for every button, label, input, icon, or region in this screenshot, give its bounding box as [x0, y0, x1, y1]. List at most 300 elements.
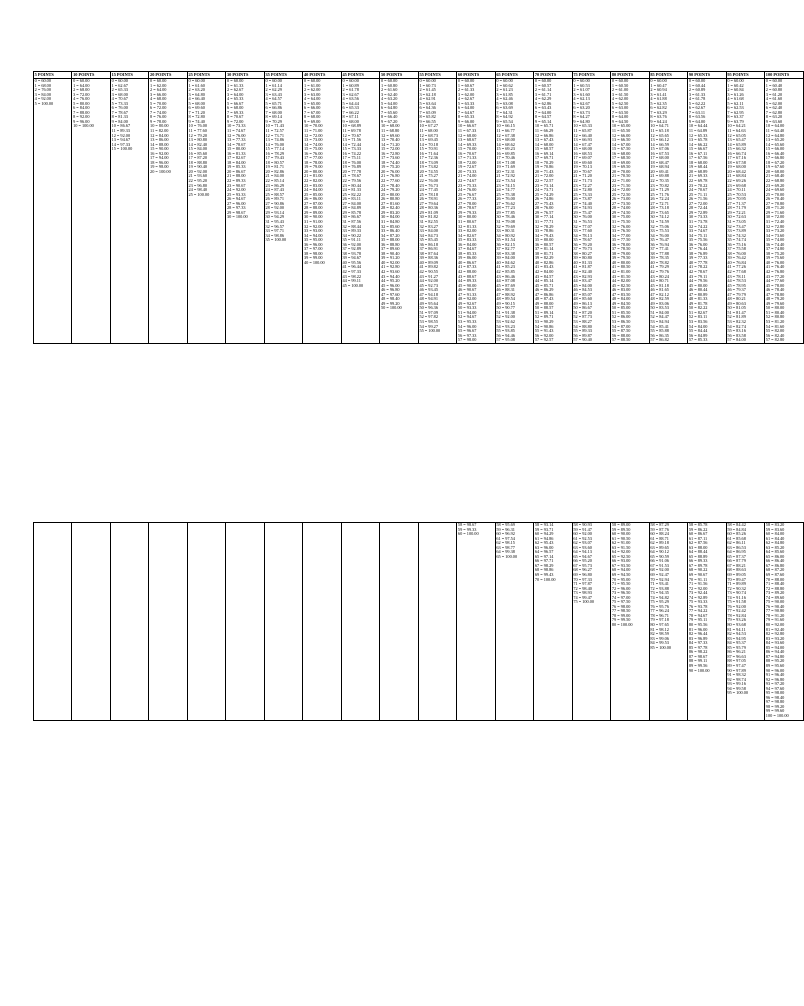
score-entry: 80 = 93.68 — [727, 622, 746, 628]
score-entry: 1 = 60.67 — [457, 82, 475, 88]
score-entry: 9 = 68.00 — [342, 118, 359, 124]
score-entry: 10 = 64.44 — [688, 123, 708, 129]
score-entry: 31 = 79.08 — [496, 218, 515, 224]
score-entry: 67 = 88.21 — [727, 562, 746, 568]
score-entry: 5 = 100.00 — [34, 100, 54, 106]
score-entry: 30 = 90.00 — [303, 214, 323, 220]
score-entry: 28 = 97.33 — [227, 205, 246, 211]
score-column — [380, 523, 418, 721]
score-entry: 66 = 87.79 — [727, 558, 746, 564]
score-entry: 24 = 87.43 — [265, 187, 285, 193]
score-entry: 3 = 61.71 — [534, 91, 552, 97]
score-entry: 2 = 62.67 — [227, 87, 244, 93]
score-entry: 9 = 84.00 — [111, 118, 128, 124]
score-entry: 4 = 64.00 — [303, 96, 321, 102]
score-entry: 19 = 70.13 — [573, 164, 592, 170]
score-entry: 38 = 75.20 — [765, 250, 785, 256]
score-entry: 26 = 71.56 — [688, 196, 708, 202]
score-entry: 53 = 81.20 — [765, 318, 785, 324]
column-header: 35 POINTS — [264, 72, 302, 79]
score-entry: 34 = 76.00 — [650, 232, 669, 238]
score-entry: 9 = 69.00 — [303, 118, 321, 124]
score-entry: 41 = 92.80 — [380, 264, 400, 270]
score-entry: 39 = 75.60 — [765, 255, 785, 261]
score-entry: 98 = 99.20 — [765, 703, 785, 709]
score-entry: 35 = 85.45 — [419, 237, 438, 243]
score-entry: 64 = 85.60 — [765, 549, 785, 555]
score-entry: 20 = 72.31 — [496, 168, 515, 174]
score-entry: 42 = 79.76 — [650, 268, 669, 274]
score-entry: 65 = 92.50 — [611, 553, 631, 559]
score-entry: 34 = 74.32 — [727, 232, 746, 238]
score-entry: 38 = 90.40 — [380, 250, 400, 256]
score-entry: 52 = 86.00 — [611, 314, 631, 320]
score-entry: 79 = 93.26 — [727, 617, 746, 623]
score-entry: 57 = 86.82 — [650, 337, 669, 343]
score-entry: 24 = 92.00 — [227, 187, 246, 193]
score-entry: 60 = 90.00 — [611, 531, 631, 537]
score-entry: 24 = 69.60 — [765, 187, 785, 193]
score-entry: 36 = 76.94 — [650, 241, 669, 247]
score-entry: 43 = 81.50 — [611, 273, 631, 279]
score-entry: 25 = 75.38 — [496, 191, 515, 197]
score-entry: 32 = 92.00 — [303, 223, 323, 229]
score-entry: 50 = 83.53 — [650, 305, 669, 311]
score-entry: 2 = 61.78 — [342, 87, 359, 93]
score-entry: 28 = 92.00 — [265, 205, 285, 211]
score-entry: 2 = 60.80 — [765, 87, 783, 93]
score-entry: 21 = 84.00 — [265, 173, 285, 179]
score-entry: 24 = 70.67 — [688, 187, 708, 193]
score-entry: 66 = 91.06 — [650, 558, 669, 564]
score-entry: 12 = 70.67 — [342, 132, 362, 138]
score-entry: 22 = 77.60 — [380, 178, 400, 184]
score-entry: 77 = 98.50 — [611, 608, 631, 614]
score-entry: 46 = 79.37 — [727, 287, 746, 293]
score-entry: 26 = 86.00 — [303, 196, 323, 202]
score-entry: 22 = 71.00 — [611, 178, 631, 184]
score-entry: 34 = 77.00 — [611, 232, 631, 238]
score-entry: 74 = 91.16 — [727, 594, 746, 600]
score-entry: 41 = 87.33 — [457, 264, 477, 270]
score-entry: 3 = 62.67 — [342, 91, 359, 97]
score-entry: 18 = 88.80 — [188, 159, 208, 165]
score-entry: 14 = 68.00 — [534, 141, 554, 147]
score-entry: 41 = 79.29 — [650, 264, 669, 270]
column-header: 75 POINTS — [572, 72, 610, 79]
score-entry: 20 = 92.00 — [188, 168, 208, 174]
score-entry: 9 = 63.79 — [727, 118, 744, 124]
score-entry: 19 = 69.50 — [611, 164, 631, 170]
score-entry: 30 = 72.63 — [727, 214, 746, 220]
score-entry: 7 = 69.33 — [227, 109, 244, 115]
score-entry: 12 = 79.20 — [188, 132, 208, 138]
score-entry: 30 = 84.00 — [380, 214, 400, 220]
score-entry: 21 = 69.88 — [650, 173, 669, 179]
score-entry: 33 = 84.00 — [419, 228, 438, 234]
score-entry: 30 = 74.12 — [650, 214, 669, 220]
score-entry: 36 = 74.40 — [765, 241, 785, 247]
score-entry: 6 = 63.00 — [611, 105, 629, 111]
score-entry: 12 = 69.60 — [380, 132, 400, 138]
score-entry: 35 = 74.74 — [727, 237, 746, 243]
score-entry: 48 = 87.43 — [534, 296, 554, 302]
score-entry: 36 = 76.00 — [688, 241, 708, 247]
score-entry: 46 = 93.45 — [419, 287, 438, 293]
score-entry: 30 = 73.33 — [688, 214, 708, 220]
score-entry: 33 = 77.60 — [573, 228, 592, 234]
score-entry: 3 = 64.00 — [227, 91, 244, 97]
score-entry: 29 = 75.47 — [573, 209, 592, 215]
score-entry: 63 = 96.00 — [534, 544, 554, 550]
score-entry: 58 = 98.67 — [457, 522, 477, 527]
score-column — [726, 523, 764, 721]
score-entry: 17 = 69.71 — [534, 155, 554, 161]
score-entry: 15 = 90.00 — [150, 146, 169, 152]
score-entry: 16 = 81.33 — [227, 150, 246, 156]
score-entry: 64 = 96.57 — [534, 549, 554, 555]
score-entry: 17 = 68.00 — [650, 155, 669, 161]
score-entry: 44 = 95.20 — [380, 278, 400, 284]
score-entry: 18 = 76.00 — [342, 159, 362, 165]
score-entry: 35 = 81.54 — [496, 237, 515, 243]
score-entry: 7 = 88.00 — [73, 109, 90, 115]
score-entry: 68 = 92.00 — [650, 567, 669, 573]
score-entry: 42 = 78.67 — [688, 268, 708, 274]
score-entry: 16 = 68.00 — [611, 150, 631, 156]
score-entry: 10 = 67.27 — [419, 123, 438, 129]
score-entry: 4 = 92.00 — [34, 96, 51, 102]
score-entry: 29 = 76.57 — [534, 209, 554, 215]
score-entry: 23 = 70.22 — [688, 182, 708, 188]
score-entry: 39 = 79.50 — [611, 255, 631, 261]
score-entry: 37 = 77.41 — [650, 246, 669, 252]
score-entry: 32 = 76.00 — [611, 223, 631, 229]
score-entry: 18 = 69.00 — [611, 159, 631, 165]
score-entry: 55 = 83.16 — [727, 328, 746, 334]
score-entry: 36 = 80.57 — [534, 241, 554, 247]
score-entry: 1 = 60.80 — [380, 82, 398, 88]
score-entry: 11 = 64.63 — [727, 128, 746, 134]
score-entry: 59 = 84.84 — [727, 526, 746, 532]
score-entry: 85 = 94.00 — [765, 644, 785, 650]
score-entry: 32 = 96.57 — [265, 223, 285, 229]
score-entry: 43 = 88.67 — [457, 273, 477, 279]
score-entry: 10 = 64.00 — [765, 123, 785, 129]
score-entry: 13 = 86.00 — [150, 137, 169, 143]
score-entry: 23 = 76.73 — [419, 182, 438, 188]
score-entry: 5 = 63.33 — [457, 100, 475, 106]
score-entry: 8 = 81.33 — [111, 114, 128, 120]
score-entry: 45 = 81.18 — [650, 282, 669, 288]
score-entry: 6 = 64.36 — [419, 105, 436, 111]
score-entry: 6 = 64.80 — [380, 105, 398, 111]
score-entry: 0 = 60.00 — [188, 78, 205, 83]
score-entry: 4 = 70.67 — [111, 96, 128, 102]
score-entry: 52 = 89.71 — [534, 314, 554, 320]
score-entry: 0 = 60.00 — [573, 78, 590, 83]
score-entry: 9 = 72.00 — [227, 118, 244, 124]
column-header: 65 POINTS — [495, 72, 533, 79]
score-entry: 56 = 97.33 — [457, 332, 477, 338]
score-entry: 44 = 79.56 — [688, 278, 708, 284]
score-entry: 51 = 84.00 — [650, 309, 669, 315]
score-entry: 34 = 73.60 — [765, 232, 785, 238]
score-entry: 38 = 83.38 — [496, 250, 515, 256]
score-entry: 1 = 60.50 — [611, 82, 629, 88]
score-entry: 19 = 90.40 — [188, 164, 208, 170]
score-entry: 32 = 88.44 — [342, 223, 362, 229]
score-entry: 39 = 82.29 — [534, 255, 554, 261]
score-entry: 61 = 94.86 — [534, 535, 554, 541]
score-entry: 27 = 79.64 — [419, 200, 438, 206]
score-entry: 26 = 83.11 — [342, 196, 361, 202]
score-entry: 38 = 98.00 — [303, 250, 323, 256]
score-entry: 38 = 87.64 — [419, 250, 438, 256]
score-entry: 17 = 66.80 — [765, 155, 785, 161]
score-entry: 10 = 73.33 — [227, 123, 246, 129]
score-entry: 67 = 93.50 — [611, 562, 631, 568]
score-entry: 33 = 89.33 — [342, 228, 362, 234]
score-entry: 65 = 90.59 — [650, 553, 669, 559]
score-entry: 78 = 96.71 — [650, 612, 669, 618]
score-entry: 11 = 69.78 — [342, 128, 361, 134]
score-entry: 60 = 86.67 — [688, 531, 708, 537]
score-entry: 50 = 90.77 — [496, 305, 515, 311]
score-entry: 11 = 68.00 — [419, 128, 438, 134]
score-entry: 40 = 86.67 — [457, 259, 477, 265]
score-entry: 55 = 84.44 — [688, 328, 708, 334]
score-entry: 50 = 88.57 — [534, 305, 554, 311]
score-entry: 50 = 96.36 — [419, 305, 438, 311]
score-entry: 8 = 63.37 — [727, 114, 744, 120]
score-entry: 10 = 70.00 — [303, 123, 323, 129]
score-entry: 19 = 68.94 — [650, 164, 669, 170]
score-entry: 74 = 89.60 — [765, 594, 785, 600]
score-entry: 10 = 100.00 — [73, 123, 94, 129]
score-entry: 17 = 82.67 — [227, 155, 246, 161]
score-entry: 51 = 82.67 — [688, 309, 708, 315]
score-entry: 20 = 77.78 — [342, 168, 362, 174]
score-entry: 0 = 60.00 — [303, 78, 321, 83]
score-entry: 52 = 80.80 — [765, 314, 785, 320]
score-entry: 26 = 94.67 — [227, 196, 246, 202]
score-entry: 72 = 88.80 — [765, 585, 785, 591]
score-column — [418, 79, 456, 344]
score-entry: 8 = 66.40 — [380, 114, 398, 120]
score-entry: 45 = 78.95 — [727, 282, 746, 288]
score-entry: 30 = 75.00 — [611, 214, 631, 220]
score-entry: 84 = 99.53 — [650, 640, 669, 646]
score-entry: 32 = 74.22 — [688, 223, 708, 229]
score-entry: 46 = 83.00 — [611, 287, 631, 293]
score-entry: 52 = 92.00 — [496, 314, 515, 320]
score-entry: 71 = 91.56 — [688, 581, 708, 587]
score-entry: 0 = 60.00 — [419, 78, 436, 83]
score-entry: 67 = 89.78 — [688, 562, 708, 568]
score-entry: 33 = 86.40 — [380, 228, 400, 234]
score-entry: 39 = 86.00 — [457, 255, 477, 261]
score-entry: 4 = 62.91 — [419, 96, 436, 102]
score-entry: 81 = 92.40 — [765, 626, 785, 632]
score-entry: 74 = 99.47 — [573, 594, 592, 600]
score-entry: 0 = 60.00 — [534, 78, 552, 83]
column-header: 100 POINTS — [765, 72, 803, 79]
score-entry: 33 = 80.31 — [496, 228, 515, 234]
score-entry: 78 = 92.84 — [727, 612, 746, 618]
score-entry: 37 = 97.00 — [303, 246, 323, 252]
score-entry: 49 = 81.78 — [688, 300, 708, 306]
score-entry: 18 = 80.57 — [265, 159, 285, 165]
score-entry: 25 = 93.33 — [227, 191, 246, 197]
score-entry: 17 = 68.50 — [611, 155, 631, 161]
score-entry: 32 = 73.47 — [727, 223, 746, 229]
score-entry: 17 = 69.07 — [573, 155, 592, 161]
score-entry: 79 = 91.60 — [765, 617, 785, 623]
score-entry: 33 = 73.89 — [727, 228, 746, 234]
score-entry: 14 = 66.22 — [688, 141, 708, 147]
score-entry: 44 = 99.11 — [342, 278, 361, 284]
score-entry: 13 = 74.86 — [265, 137, 285, 143]
score-entry: 77 = 92.42 — [727, 608, 746, 614]
score-entry: 35 = 78.67 — [573, 237, 592, 243]
score-entry: 72 = 90.32 — [727, 585, 746, 591]
score-entry: 48 = 82.59 — [650, 296, 669, 302]
score-column — [226, 523, 264, 721]
score-entry: 7 = 64.67 — [457, 109, 475, 115]
score-entry: 20 = 70.67 — [573, 168, 592, 174]
score-entry: 6 = 62.82 — [650, 105, 667, 111]
score-entry: 7 = 78.67 — [111, 109, 128, 115]
score-entry: 91 = 96.40 — [765, 672, 785, 678]
score-entry: 44 = 85.14 — [534, 278, 554, 284]
score-entry: 45 = 80.00 — [688, 282, 708, 288]
score-entry: 65 = 87.37 — [727, 553, 746, 559]
score-entry: 13 = 65.20 — [765, 137, 785, 143]
score-entry: 0 = 60.00 — [34, 78, 51, 83]
score-entry: 44 = 83.47 — [573, 278, 592, 284]
score-column — [611, 79, 649, 344]
score-entry: 58 = 83.20 — [765, 522, 785, 527]
score-entry: 1 = 61.60 — [188, 82, 205, 88]
score-column — [495, 523, 533, 721]
score-column — [572, 79, 610, 344]
score-entry: 13 = 66.93 — [573, 137, 592, 143]
score-entry: 81 = 98.12 — [650, 626, 669, 632]
score-column — [457, 523, 495, 721]
score-entry: 11 = 64.89 — [688, 128, 708, 134]
score-entry: 25 = 85.00 — [303, 191, 323, 197]
score-entry: 59 = 89.50 — [611, 526, 631, 532]
score-entry: 41 = 96.44 — [342, 264, 362, 270]
score-entry: 6 = 62.53 — [727, 105, 744, 111]
score-entry: 30 = 78.46 — [496, 214, 515, 220]
score-entry: 100 = 100.00 — [765, 712, 789, 718]
score-entry: 61 = 87.11 — [688, 535, 708, 541]
score-entry: 11 = 65.50 — [611, 128, 631, 134]
score-entry: 13 = 73.00 — [303, 137, 323, 143]
score-entry: 16 = 72.80 — [380, 150, 400, 156]
score-entry: 55 = 85.88 — [650, 328, 669, 334]
score-entry: 15 = 80.00 — [227, 146, 246, 152]
score-entry: 31 = 82.55 — [419, 218, 438, 224]
score-entry: 20 = 74.55 — [419, 168, 438, 174]
score-entry: 21 = 93.60 — [188, 173, 208, 179]
score-entry: 15 = 73.33 — [342, 146, 362, 152]
score-entry: 86 = 94.40 — [765, 649, 785, 655]
score-entry: 25 = 71.11 — [688, 191, 708, 197]
score-entry: 3 = 84.00 — [34, 91, 51, 97]
score-entry: 73 = 98.93 — [573, 590, 592, 596]
score-entry: 36 = 75.16 — [727, 241, 746, 247]
score-entry: 14 = 67.47 — [573, 141, 592, 147]
score-entry: 33 = 97.71 — [265, 228, 285, 234]
score-entry: 12 = 84.00 — [150, 132, 169, 138]
score-entry: 10 = 80.00 — [150, 123, 169, 129]
score-entry: 86 = 98.22 — [688, 649, 708, 655]
score-entry: 61 = 84.40 — [765, 535, 785, 541]
score-entry: 29 = 93.14 — [265, 209, 285, 215]
score-entry: 19 = 70.86 — [534, 164, 554, 170]
score-entry: 44 = 87.08 — [496, 278, 515, 284]
score-entry: 16 = 67.53 — [650, 150, 669, 156]
score-entry: 47 = 97.60 — [380, 291, 400, 297]
score-entry: 15 = 70.00 — [457, 146, 477, 152]
score-entry: 75 = 90.00 — [765, 599, 785, 605]
score-entry: 5 = 62.67 — [573, 100, 590, 106]
score-entry: 54 = 93.23 — [496, 323, 515, 329]
score-entry: 96 = 98.40 — [765, 694, 785, 700]
score-entry: 84 = 97.33 — [688, 640, 708, 646]
score-entry: 53 = 90.29 — [534, 318, 554, 324]
score-entry: 68 = 90.22 — [688, 567, 708, 573]
score-column — [688, 523, 726, 721]
score-entry: 0 = 60.00 — [265, 78, 282, 83]
score-entry: 9 = 64.24 — [650, 118, 667, 124]
score-entry: 0 = 60.00 — [380, 78, 398, 83]
score-entry: 83 = 93.20 — [765, 635, 785, 641]
score-entry: 77 = 90.80 — [765, 608, 785, 614]
score-entry: 15 = 72.00 — [380, 146, 400, 152]
score-entry: 3 = 63.00 — [303, 91, 321, 97]
score-entry: 31 = 73.78 — [688, 218, 708, 224]
score-entry: 8 = 63.56 — [688, 114, 706, 120]
score-entry: 40 = 81.33 — [573, 259, 592, 265]
score-entry: 39 = 78.35 — [650, 255, 669, 261]
score-entry: 22 = 76.00 — [419, 178, 438, 184]
score-entry: 63 = 85.20 — [765, 544, 785, 550]
score-entry: 40 = 78.82 — [650, 259, 669, 265]
score-entry: 37 = 78.50 — [611, 246, 631, 252]
score-entry: 52 = 81.89 — [727, 314, 746, 320]
score-entry: 27 = 72.00 — [688, 200, 708, 206]
score-entry: 25 = 72.50 — [611, 191, 631, 197]
score-entry: 3 = 63.43 — [265, 91, 282, 97]
score-entry: 68 = 88.63 — [727, 567, 746, 573]
score-entry: 89 = 97.47 — [727, 662, 746, 668]
score-entry: 39 = 88.36 — [419, 255, 438, 261]
score-entry: 5 = 63.64 — [419, 100, 436, 106]
score-entry: 63 = 86.53 — [727, 544, 746, 550]
header-row — [34, 72, 804, 79]
score-entry: 27 = 71.37 — [727, 200, 746, 206]
score-entry: 10 = 71.43 — [265, 123, 285, 129]
score-entry: 1 = 60.40 — [765, 82, 783, 88]
score-entry: 49 = 84.50 — [611, 300, 631, 306]
score-entry: 24 = 73.71 — [534, 187, 554, 193]
score-entry: 19 = 75.20 — [380, 164, 400, 170]
score-column — [110, 523, 148, 721]
